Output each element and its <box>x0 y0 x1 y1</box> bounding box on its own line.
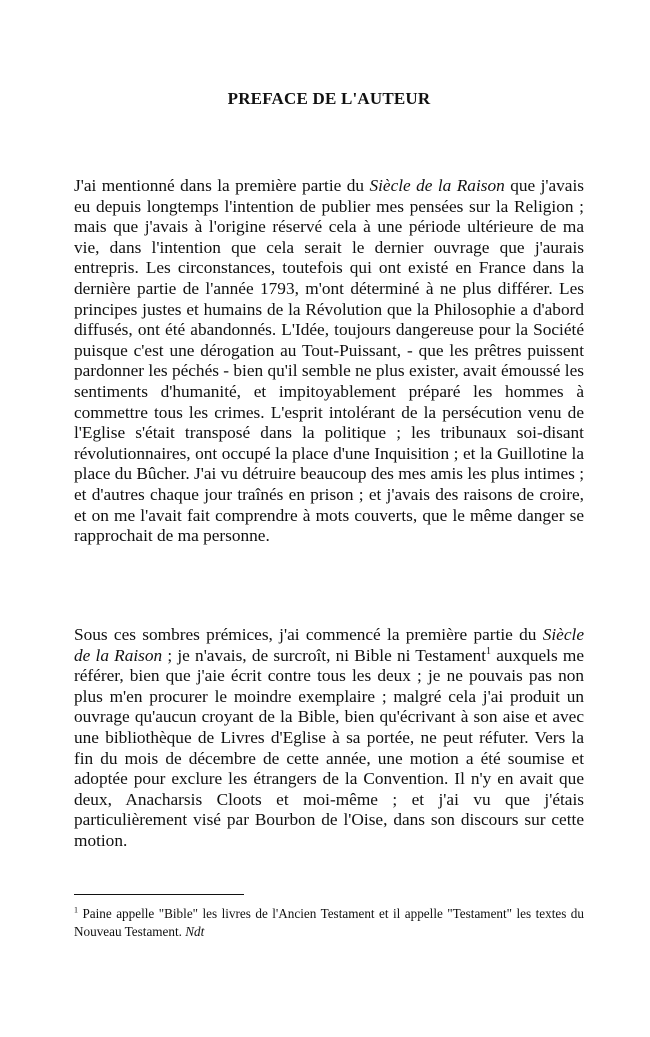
footnote-text: Paine appelle "Bible" les livres de l'Ancien Testament et il appelle "Testament" les textes du Nouveau Testament. <box>74 906 584 939</box>
paragraph-1-text-b: que j'avais eu depuis longtemps l'intention de publier mes pensées sur la Religion ; mais que j'avais à l'origine réservé cela à une période ultérieure de ma vie, dans l'intention que cela serait le dernier ouvrage que j'aurais entrepris. Les circonstances, toutefois qui ont existé en France dans la dernière partie de l'année 1793, m'ont déterminé à ne plus différer. Les principes justes et humains de la Révolution que la Philosophie a d'abord diffusés, ont été abandonnés. L'Idée, toujours dangereuse pour la Société puisque c'est une dérogation au Tout-Puissant, - que les prêtres puissent pardonner les péchés - bien qu'il semble ne plus exister, avait émoussé les sentiments d'humanité, et impitoyablement préparé les hommes à commettre tous les crimes. L'esprit intolérant de la persécution venu de l'Eglise s'était transposé dans la politique ; les tribunaux soi-disant révolutionnaires, ont occupé la place d'une Inquisition ; et la Guillotine la place du Bûcher. J'ai vu détruire beaucoup des mes amis les plus intimes ; et d'autres chaque jour traînés en prison ; et j'avais des raisons de croire, et on me l'avait fait comprendre à mots couverts, que le même danger se rapprochait de ma personne. <box>74 176 584 546</box>
book-title-italic: Siècle de la Raison <box>74 625 584 665</box>
paragraph-1-text-a: J'ai mentionné dans la première partie du <box>74 176 370 195</box>
footnote-marker: 1 <box>74 905 78 915</box>
page-title: PREFACE DE L'AUTEUR <box>227 89 431 108</box>
paragraph-2 <box>74 625 584 852</box>
paragraph-2-text-b: ; je n'avais, de surcroît, ni Bible ni Testament <box>162 645 487 665</box>
paragraph-2-text-a: Sous ces sombres prémices, j'ai commencé la première partie du <box>74 625 543 644</box>
paragraph-1 <box>74 176 584 547</box>
footnote-divider <box>74 894 244 895</box>
footnote-reference[interactable]: 1 <box>486 645 492 657</box>
footnote <box>74 905 584 941</box>
book-title-italic: Siècle de la Raison <box>369 176 505 195</box>
footnote-ndt: Ndt <box>185 924 205 939</box>
paragraph-2-text-c: auxquels me référer, bien que j'aie écrit contre tous les deux ; je ne pouvais pas non plus m'en procurer le moindre exemplaire ; malgré cela j'ai produit un ouvrage qu'aucun croyant de la Bible, bien qu'écrivant à son aise et avec une bibliothèque de Livres d'Eglise à sa portée, ne peut réfuter. Vers la fin du mois de décembre de cette année, une motion a été soumise et adoptée pour exclure les étrangers de la Convention. Il n'y en avait que deux, Anacharsis Cloots et moi-même ; et j'ai vu que j'étais particulièrement visé par Bourbon de l'Oise, dans son discours sur cette motion. <box>74 645 584 850</box>
